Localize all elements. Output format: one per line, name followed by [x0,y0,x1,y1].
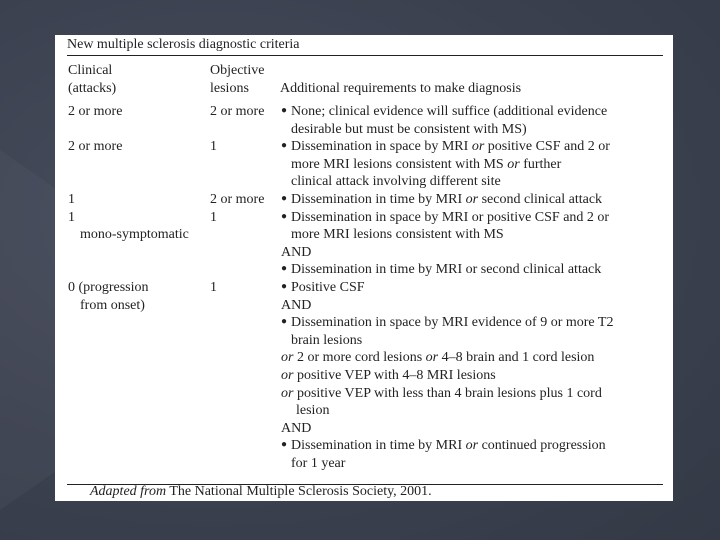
requirement-text: AND [281,244,312,260]
italic-connector: or [471,139,485,155]
requirement-text: AND [281,420,312,436]
requirement-text: Dissemination in time by MRI [291,192,466,207]
requirement-line [291,279,365,296]
header-objective-line2: lesions [210,81,249,96]
italic-connector: or [281,368,294,383]
requirement-text: Positive CSF [291,280,365,295]
requirement-line [296,402,329,419]
requirement-text: 4–8 brain and 1 cord lesion [438,350,595,366]
header-clinical-line2: (attacks) [68,81,117,96]
header-clinical-line1: Clinical [68,63,113,78]
clinical-cell: 1 [68,209,75,225]
bullet-icon: ● [281,316,288,328]
requirement-text: brain lesions [291,332,363,348]
requirement-line [291,156,561,173]
requirement-text: Dissemination in space by MRI or positive CSF and 2 or [291,209,610,225]
requirement-text: for 1 year [291,456,346,471]
lesions-cell: 1 [210,280,217,295]
requirement-line [291,455,345,472]
top-rule [67,55,663,56]
lesions-cell: 1 [210,139,217,155]
requirement-text: Dissemination in time by MRI or second clinical attack [291,262,602,278]
requirement-text: positive CSF and 2 or [484,139,610,155]
footnote [90,483,432,500]
italic-connector: or [425,350,439,366]
clinical-cell: 2 or more [68,139,123,155]
requirement-line [281,297,311,314]
requirement-text: positive VEP with 4–8 MRI lesions [293,368,496,383]
requirement-text: AND [281,297,312,313]
bullet-icon: ● [281,210,288,222]
footnote-italic: Adapted from [90,484,167,499]
requirement-text: more MRI lesions consistent with MS [291,156,508,172]
requirement-line [291,332,362,349]
clinical-cell: 1 [68,192,75,207]
requirement-text: 2 or more cord lesions [293,350,426,366]
requirement-line [281,420,311,437]
bullet-icon: ● [281,263,288,275]
requirement-text: positive VEP with less than 4 brain lesions plus 1 cord [293,385,602,401]
requirement-line [291,226,504,243]
bullet-icon: ● [281,281,288,292]
criteria-table-figure [55,35,673,501]
requirement-line [291,261,601,278]
clinical-cell: from onset) [80,297,145,313]
requirement-text: desirable but must be consistent with MS) [291,121,527,137]
header-requirements: Additional requirements to make diagnosis [280,81,522,96]
italic-connector: or [465,192,479,207]
clinical-cell: mono-symptomatic [80,227,189,243]
requirement-line [281,244,311,261]
requirement-text: Dissemination in space by MRI [291,139,472,155]
table-title: New multiple sclerosis diagnostic criteria [67,37,300,52]
requirement-line [291,121,527,138]
requirement-line [291,191,602,208]
requirement-line [291,437,606,454]
italic-connector: or [281,350,294,366]
lesions-cell: 2 or more [210,104,265,119]
clinical-cell: 2 or more [68,104,123,119]
requirement-line [281,367,496,384]
header-objective-line1: Objective [210,63,265,78]
clinical-cell: 0 (progression [68,280,149,295]
requirement-line [281,385,602,402]
requirement-line [291,138,610,155]
italic-connector: or [465,438,479,454]
requirement-text: second clinical attack [478,192,603,207]
footnote-text: The National Multiple Sclerosis Society, 2001. [166,484,432,499]
requirement-text: Dissemination in time by MRI [291,438,466,454]
bullet-icon: ● [281,105,288,116]
requirement-line [291,103,607,120]
bullet-icon: ● [281,140,288,152]
requirement-text: clinical attack involving different site [291,174,501,190]
lesions-cell: 1 [210,209,217,225]
requirement-text: Dissemination in space by MRI evidence of 9 or more T2 [291,315,614,331]
requirement-text: lesion [296,403,330,419]
requirement-text: more MRI lesions consistent with MS [291,227,504,243]
requirement-line [291,314,613,331]
italic-connector: or [281,385,294,401]
requirement-line [291,173,501,190]
italic-connector: or [507,156,520,172]
requirement-text: further [519,156,562,172]
requirement-line [281,349,594,366]
requirement-text: continued progression [478,438,606,454]
bullet-icon: ● [281,439,288,451]
bullet-icon: ● [281,193,288,204]
lesions-cell: 2 or more [210,192,265,207]
requirement-line [291,209,609,226]
requirement-text: None; clinical evidence will suffice (additional evidence [291,104,608,119]
